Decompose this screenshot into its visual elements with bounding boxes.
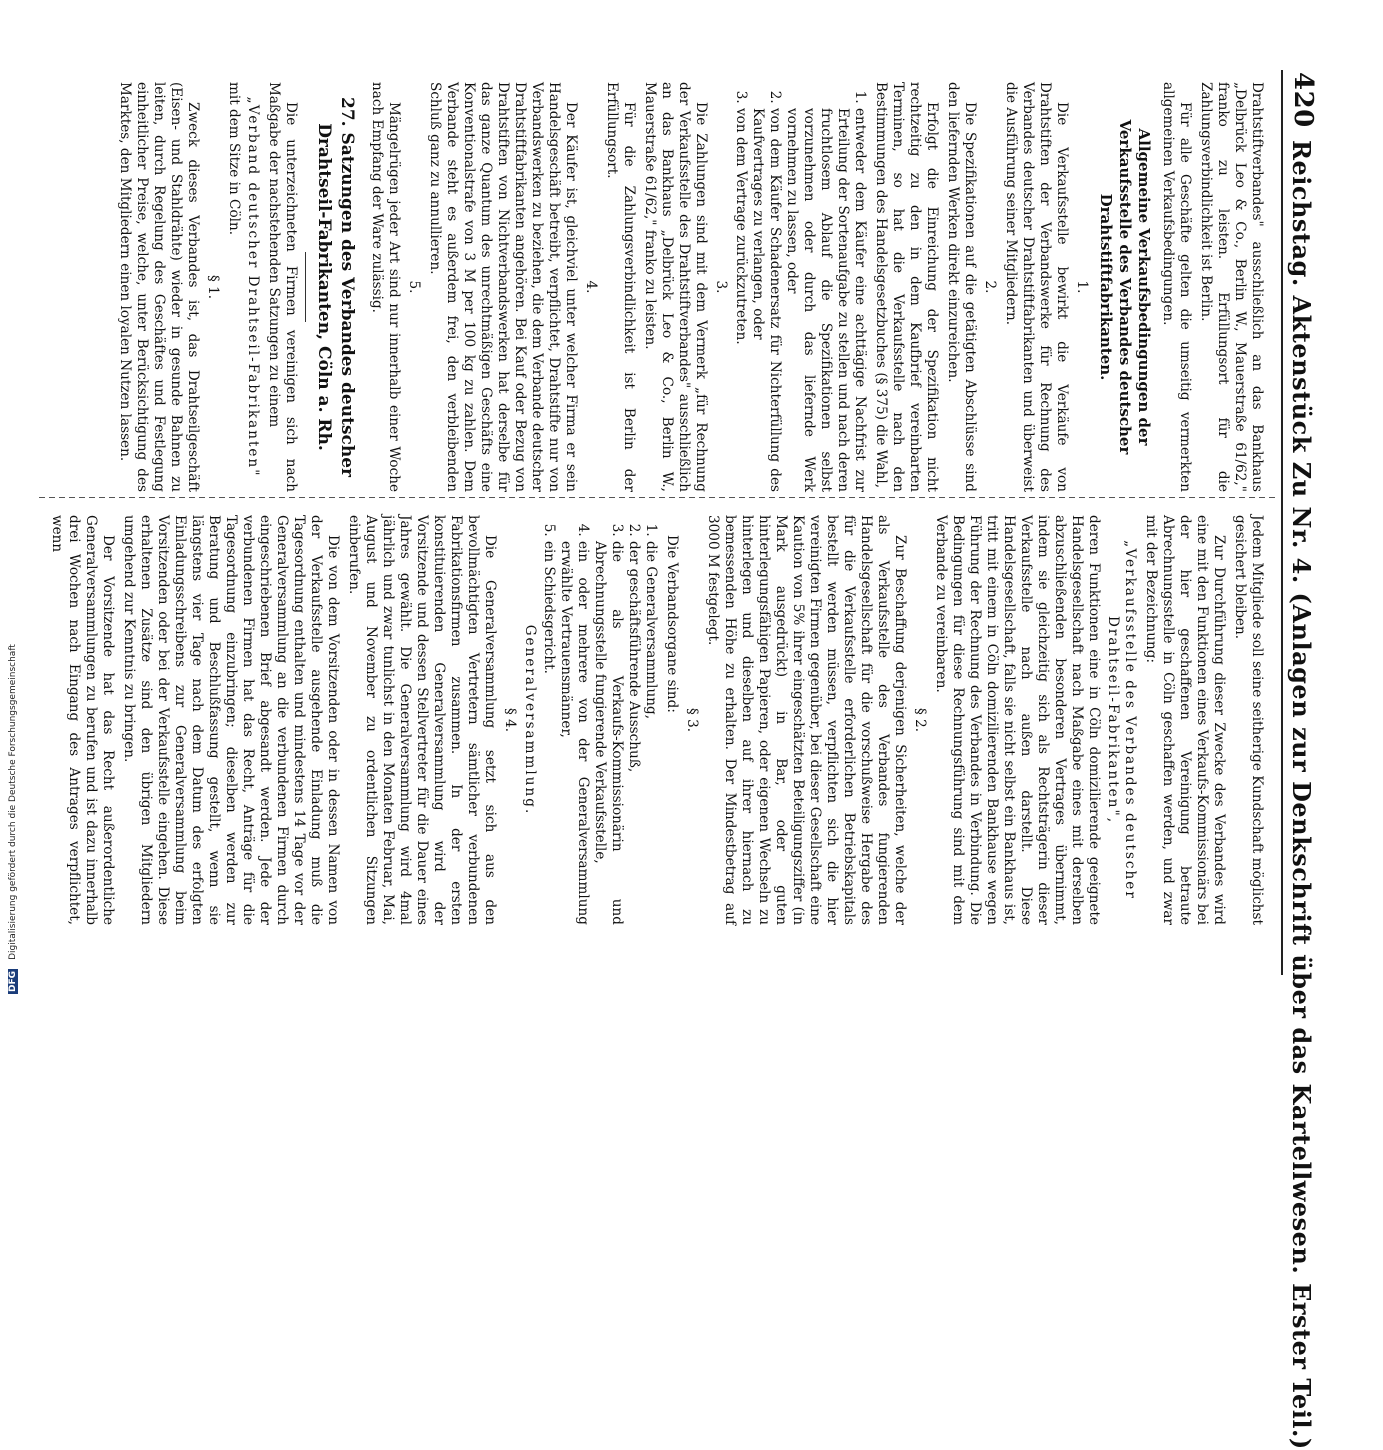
credit-text: Digitalisierung gefördert durch die Deutsche Forschungsgemeinschaft bbox=[8, 644, 18, 960]
paragraph: Für alle Geschäfte gelten die umseitig vermerkten allgemeinen Verkaufsbedingungen. bbox=[1160, 82, 1193, 492]
subsection-title: Generalversammlung. bbox=[522, 624, 538, 816]
association-name: „Verkaufsstelle des Verbandes deutscher Drahtseil-Fabrikanten", bbox=[1105, 540, 1138, 900]
paragraph: Mängelrügen jeder Art sind nur innerhalb einer Woche nach Empfang der Ware zulässig. bbox=[369, 82, 402, 492]
list-item: 1. die Generalversammlung, bbox=[642, 541, 659, 925]
section-number: § 4. bbox=[502, 707, 518, 733]
paragraph: Die Zahlungen sind mit dem Vermerk „für Rechnung der Verkaufsstelle des Drahtstiftverbandes" ausschließlich an das Bankhaus „Delbrück Leo & Co., Berlin W., Mauerstraße 61/62," franko zu leisten. bbox=[642, 82, 709, 492]
paragraph: mit dem Sitze in Cöln. bbox=[226, 82, 242, 236]
list-item: 2. der geschäftsführende Ausschuß, bbox=[625, 541, 642, 925]
document-heading: 27. Satzungen des Verbandes deutscher Drahtseil-Fabrikanten, Cöln a. Rh. bbox=[314, 96, 357, 477]
paragraph: Die Generalversammlung setzt sich aus den bevollmächtigten Vertretern sämtlicher verbundenen Fabrikationsfirmen zusammen. In der ersten konstituierenden Generalversammlung wird der Vorsitzende und dessen Stellvertreter für die Dauer eines Jahres gewählt. Die Generalversammlung wird 4mal jährlich und zwar tunlichst in den Monaten Februar, Mai, August und November zu ordentlichen Sitzungen einberufen. bbox=[346, 515, 498, 925]
paragraph: Die Verkaufsstelle bewirkt die Verkäufe von Drahtstiften der Verbandswerke für Rechnung des Verbandes deutscher Drahtstiftfabrikanten und überweist die Ausführung seiner Mitgliedern. bbox=[1003, 82, 1070, 492]
right-column bbox=[44, 515, 1265, 925]
list-item: 5. ein Schiedsgericht. bbox=[540, 541, 557, 925]
section-number: 2. bbox=[982, 280, 998, 294]
paragraph: Der Vorsitzende hat das Recht außerordentliche Generalversammlungen zu berufen und ist dazu innerhalb drei Wochen nach Eingang des Antrages verpflichtet, wenn bbox=[49, 515, 116, 925]
association-name: „Verband deutscher Drahtseil-Fabrikanten" bbox=[245, 96, 261, 478]
section-number: § 2. bbox=[912, 707, 928, 733]
list-item: 1. entweder dem Käufer eine achttägige Nachfrist zur Erteilung der Sortenaufgabe zu stellen und nach deren fruchtlosem Ablauf die Spezifikationen selbst vorzunehmen oder durch das liefernde Werk vornehmen zu lassen, oder bbox=[783, 108, 868, 492]
section-heading: Allgemeine Verkaufsbedingungen der Verkaufsstelle des Verbandes deutscher Drahtstiftfabrikanten. bbox=[1097, 119, 1153, 455]
dfg-logo: DFG bbox=[8, 970, 18, 992]
paragraph: Zur Durchführung dieser Zwecke des Verbandes wird eine mit den Funktionen eines Verkaufs-Kommissionärs bei der hier geschaffenen Vereinigung betraute Abrechnungsstelle in Cöln geschaffen werden, und zwar mit der Bezeichnung: bbox=[1143, 515, 1227, 925]
paragraph: Jedem Mitgliede soll seine seitherige Kundschaft möglichst gesichert bleiben. bbox=[1232, 515, 1265, 925]
paragraph: Zur Beschaffung derjenigen Sicherheiten, welche der als Verkaufsstelle des Verbandes fungierenden Handelsgesellschaft für die vorschußweise Hergabe des für die Verkaufsstelle erforderlichen Betriebskapitals bestellt werden müssen, verpflichten sich die hier vereinigten Firmen gegenüber, bei dieser Gesellschaft eine Kaution von 5% ihrer eingeschätzten Beteiligungsziffer (in Mark ausgedrückt) in Bar, oder guten hinterlegungsfähigen Papieren, oder eigenen Wechseln zu hinterlegen und dieselben auf ihrer hiernach zu bemessenden Höhe zu erhalten. Der Mindestbetrag auf 3000 M festgelegt. bbox=[705, 515, 908, 925]
divider bbox=[305, 252, 306, 322]
paragraph: Die unterzeichneten Firmen vereinigen sich nach Maßgabe der nachstehenden Satzungen zu einem bbox=[266, 82, 299, 492]
paragraph: Der Käufer ist, gleichviel unter welcher Firma er sein Handelsgeschäft betreibt, verpflichtet, Drahtstifte nur von Verbandswerken zu beziehen, die dem Verbande deutscher Drahtstiftfabrikanten angehören. Bei Kauf oder Bezug von Drahtstiften von Nichtverbandswerken hat derselbe für das ganze Quantum des unrechtmäßigen Geschäfts eine Konventionalstrafe von 3 M per 100 kg zu zahlen. Dem Verbande steht es außerdem frei, den verbleibenden Schluß ganz zu annullieren. bbox=[427, 82, 579, 492]
section-number: § 1. bbox=[205, 274, 221, 300]
numbered-list bbox=[540, 515, 659, 925]
column-separator bbox=[35, 497, 1275, 498]
section-number: 4. bbox=[583, 280, 599, 294]
paragraph: deren Funktionen eine in Cöln domizilierende geeignete Handelsgesellschaft nach Maßgabe eines mit derselben abzuschließenden besonderen Vertrages übernimmt, indem sie gleichzeitig sich als Rechtsträgerin dieser Verkaufsstelle nach außen darstellt. Diese Handelsgesellschaft, falls sie nicht selbst ein Bankhaus ist, tritt mit einem in Cöln domizilierenden Bankhause wegen Führung der Rechnung des Verbandes in Verbindung. Die Bedingungen für diese Rechnungsführung sind mit dem Verbande zu vereinbaren. bbox=[933, 515, 1102, 925]
paragraph: Die Verbandsorgane sind: bbox=[664, 535, 680, 713]
left-column bbox=[112, 82, 1265, 492]
paragraph: Drahtstiftverbandes" ausschließlich an das Bankhaus „Delbrück Leo & Co., Berlin W., Mauerstraße 61/62," franko zu leisten. Erfüllungsort für die Zahlungsverbindlichkeit ist Berlin. bbox=[1198, 82, 1265, 492]
list-item: 3. von dem Vertrage zurückzutreten. bbox=[732, 108, 749, 492]
section-number: § 3. bbox=[684, 707, 700, 733]
list-item: 2. von dem Käufer Schadenersatz für Nichterfüllung des Kaufvertrages zu verlangen, oder bbox=[749, 108, 783, 492]
list-item: 3. die als Verkaufs-Kommissionärin und Abrechnungsstelle fungierende Verkaufsstelle, bbox=[591, 541, 625, 925]
page-title: Reichstag. Aktenstück Zu Nr. 4. (Anlagen zur Denkschrift über das Kartellwesen. Erster Teil.) bbox=[1287, 140, 1316, 1450]
paragraph: Die Spezifikationen auf die getätigten Abschlüsse sind den liefernden Werken direkt einzureichen. bbox=[945, 82, 978, 492]
numbered-list bbox=[732, 82, 868, 492]
section-number: 5. bbox=[406, 280, 422, 294]
page-header bbox=[1276, 0, 1328, 1450]
paragraph: Erfolgt die Einreichung der Spezifikation nicht rechtzeitig zu den in dem Kaufbrief vereinbarten Terminen, so hat die Verkaufsstelle nach den Bestimmungen des Handelsgesetzbuches (§ 375) die Wahl, bbox=[873, 82, 940, 492]
paragraph: Für die Zahlungsverbindlichkeit ist Berlin der Erfüllungsort. bbox=[604, 82, 637, 492]
section-number: 3. bbox=[713, 280, 729, 294]
header-rule bbox=[1281, 70, 1283, 975]
paragraph: Die von dem Vorsitzenden oder in dessen Namen von der Verkaufsstelle ausgehende Einladung muß die Tagesordnung enthalten und mindestens 14 Tage vor der Generalversammlung an die verbundenen Firmen durch eingeschriebenen Brief abgesandt werden. Jede der verbundenen Firmen hat das Recht, Anträge für die Tagesordnung einzubringen; dieselben werden zur Beratung und Beschlußfassung gestellt, wenn sie längstens vier Tage nach dem Datum des erfolgten Einladungsschreibens zur Generalversammlung beim Vorsitzenden oder bei der Verkaufsstelle eingehen. Diese erhaltenen Zusätze sind den übrigen Mitgliedern umgehend zur Kenntnis zu bringen. bbox=[121, 515, 341, 925]
page-number: 420 bbox=[1288, 72, 1318, 128]
list-item: 4. ein oder mehrere von der Generalversammlung erwählte Vertrauensmänner, bbox=[557, 541, 591, 925]
section-number: 1. bbox=[1074, 280, 1090, 294]
digitization-credit bbox=[0, 0, 18, 1000]
paragraph: Zweck dieses Verbandes ist, das Drahtseilgeschäft (Eisen- und Stahldrähte) wieder in gesunde Bahnen zu leiten, durch Regelung des Geschäftes und Festlegung einheitlicher Preise, welche, unter Berücksichtigung des Marktes, den Mitgliedern einen loyalen Nutzen lassen. bbox=[117, 82, 201, 492]
